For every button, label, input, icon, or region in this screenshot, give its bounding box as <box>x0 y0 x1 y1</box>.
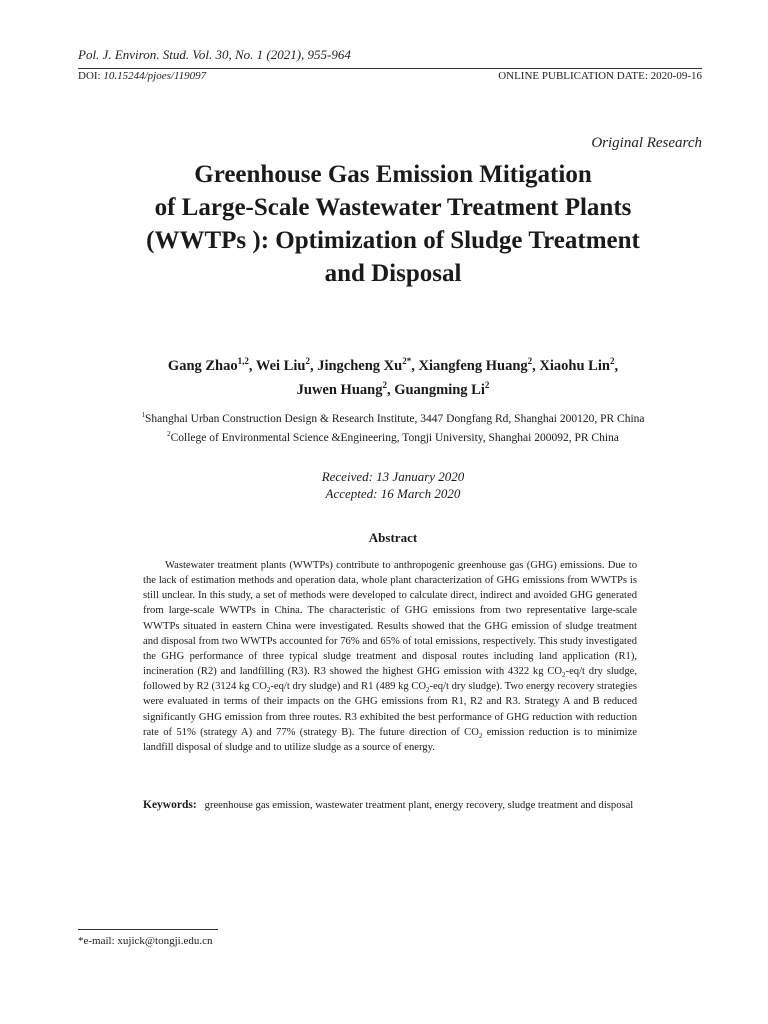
author-name: Xiangfeng Huang <box>418 357 528 374</box>
doi-link[interactable]: 10.15244/pjoes/119097 <box>103 70 207 82</box>
author-affiliation-mark: 2 <box>382 379 387 390</box>
affiliation-item: $^1$Shanghai Urban Construction Design & Research Institute, 3447 Dongfang Rd, Shanghai 200120, PR China <box>141 411 645 425</box>
author-affiliation-mark: 2 <box>305 356 310 366</box>
affiliation-item: $^2$College of Environmental Science &Engineering, Tongji University, Shanghai 200092, PR China <box>167 429 619 444</box>
publication-date: ONLINE PUBLICATION DATE: 2020-09-16 <box>498 70 702 82</box>
article-category: Original Research <box>591 135 702 151</box>
article-dates <box>78 468 708 502</box>
author-affiliation-mark: 2 <box>527 356 533 366</box>
article-title <box>78 158 708 290</box>
title-line: Greenhouse Gas Emission Mitigation <box>194 161 592 188</box>
author-name: Gang Zhao <box>167 357 238 374</box>
author-name: Guangming Li <box>394 381 485 398</box>
accepted-date: Accepted: 16 March 2020 <box>325 486 461 501</box>
author-affiliation-mark: 2 <box>609 356 615 366</box>
author-affiliation-mark: 1,2 <box>237 356 249 366</box>
doi-label: DOI: <box>78 70 101 82</box>
author-name: Wei Liu <box>255 357 306 374</box>
author-affiliation-mark: 2* <box>402 356 412 366</box>
title-line: of Large-Scale Wastewater Treatment Plants <box>154 194 632 221</box>
title-line: and Disposal <box>324 260 462 287</box>
abstract-heading: Abstract <box>368 530 418 545</box>
received-date: Received: 13 January 2020 <box>321 469 465 484</box>
abstract-body: Wastewater treatment plants (WWTPs) contribute to anthropogenic greenhouse gas (GHG) emissions. Due to the lack of estimation methods and operation data, whole plant characterization of GHG emissions from WWTPs is still unclear. In this study, a set of methods were developed to calculate direct, indirect and avoided GHG generated from large-scale WWTPs in China. The characteristic of GHG emissions from two representative large-scale WWTPs situated in eastern China were investigated. Results showed that the GHG emission of sludge treatment and disposal from two WWTPs accounted for 76% and 65% of total emissions, respectively. This study investigated the GHG performance of three typical sludge treatment and disposal routes including land application (R1), incineration (R2) and landfilling (R3). R3 showed the highest GHG emission with 4322 kg $CO_2-eq/t$ dry sludge, followed by R2 (3124 kg $CO_2-eq/t$ dry sludge) and R1 (489 kg $CO_2-eq/t$ dry sludge). Two energy recovery strategies were evaluated in terms of their impacts on the GHG emissions from R1, R2 and R3. Strategy A and B reduced significantly GHG emission from three routes. R3 exhibited the best performance of GHG reduction with reduction rate of 51% (strategy A) and 77% (strategy B). The future direction of $CO_2$ emission reduction is to minimize landfill disposal of sludge and to utilize sludge as a source of energy. <box>143 560 638 753</box>
keywords: Keywords: greenhouse gas emission, wastewater treatment plant, energy recovery, sludge treatment and disposal <box>143 799 634 811</box>
author-list: Gang Zhao$^{1,2}$, Wei Liu$^2$, Jingcheng $Xu^{2*}$, Xiangfeng Huang$^2$, Xiaohu Lin$^2$, Juwen Huang$^2$, Guangming Li$^2$ <box>167 356 619 398</box>
author-affiliation-mark: 2 <box>484 379 490 390</box>
doi-line <box>78 70 206 82</box>
author-name: Jingcheng Xu <box>317 357 403 374</box>
corresponding-email[interactable]: *e-mail: xujick@tongji.edu.cn <box>78 935 213 947</box>
title-line: (WWTPs ): Optimization of Sludge Treatment <box>146 227 640 254</box>
journal-citation: Pol. J. Environ. Stud. Vol. 30, No. 1 (2021), 955-964 <box>78 47 351 62</box>
author-name: Juwen Huang <box>296 381 383 398</box>
keywords-text: greenhouse gas emission, wastewater treatment plant, energy recovery, sludge treatment and disposal <box>204 800 634 811</box>
keywords-label: Keywords <box>143 799 193 811</box>
affiliations <box>78 408 708 446</box>
header-divider <box>78 68 702 69</box>
author-name: Xiaohu Lin <box>539 357 610 374</box>
footnote-divider <box>78 929 218 930</box>
